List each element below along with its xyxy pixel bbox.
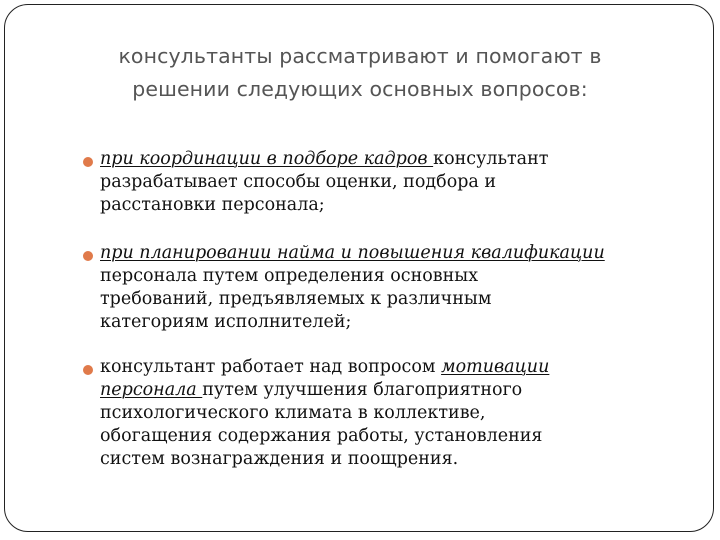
bullet-line: [100, 356, 549, 379]
bullet-line: расстановки персонала;: [100, 195, 325, 215]
emphasis-text: персонала: [100, 380, 203, 400]
bullet-dot-icon: [83, 365, 93, 375]
bullet-line: систем вознаграждения и поощрения.: [100, 449, 459, 469]
bullet-text: консультант: [433, 149, 549, 169]
emphasis-text: мотивации: [441, 357, 550, 377]
bullet-line: [100, 379, 549, 402]
title-line: консультанты рассматривают и помогают в: [118, 44, 602, 68]
bullet-line: категориям исполнителей;: [100, 312, 352, 332]
title-line: решении следующих основных вопросов:: [132, 77, 588, 101]
bullet-item: [100, 242, 605, 334]
bullet-line: психологического климата в коллективе,: [100, 403, 486, 423]
bullet-line: обогащения содержания работы, установления: [100, 426, 543, 446]
emphasis-text: при координации в подборе кадров: [100, 149, 434, 169]
bullet-dot-icon: [83, 157, 93, 167]
bullet-text: консультант работает над вопросом: [100, 357, 442, 377]
bullet-line: персонала путем определения основных: [100, 266, 479, 286]
slide-title: [60, 40, 660, 106]
bullet-text: путем улучшения благоприятного: [202, 380, 523, 400]
bullet-item: [100, 356, 549, 471]
emphasis-text: при планировании найма и повышения квалификации: [100, 243, 605, 263]
bullet-line: [100, 148, 548, 171]
bullet-dot-icon: [83, 251, 93, 261]
bullet-line: разрабатывает способы оценки, подбора и: [100, 172, 497, 192]
bullet-item: [100, 148, 548, 217]
bullet-line: требований, предъявляемых к различным: [100, 289, 492, 309]
bullet-line: [100, 242, 605, 265]
